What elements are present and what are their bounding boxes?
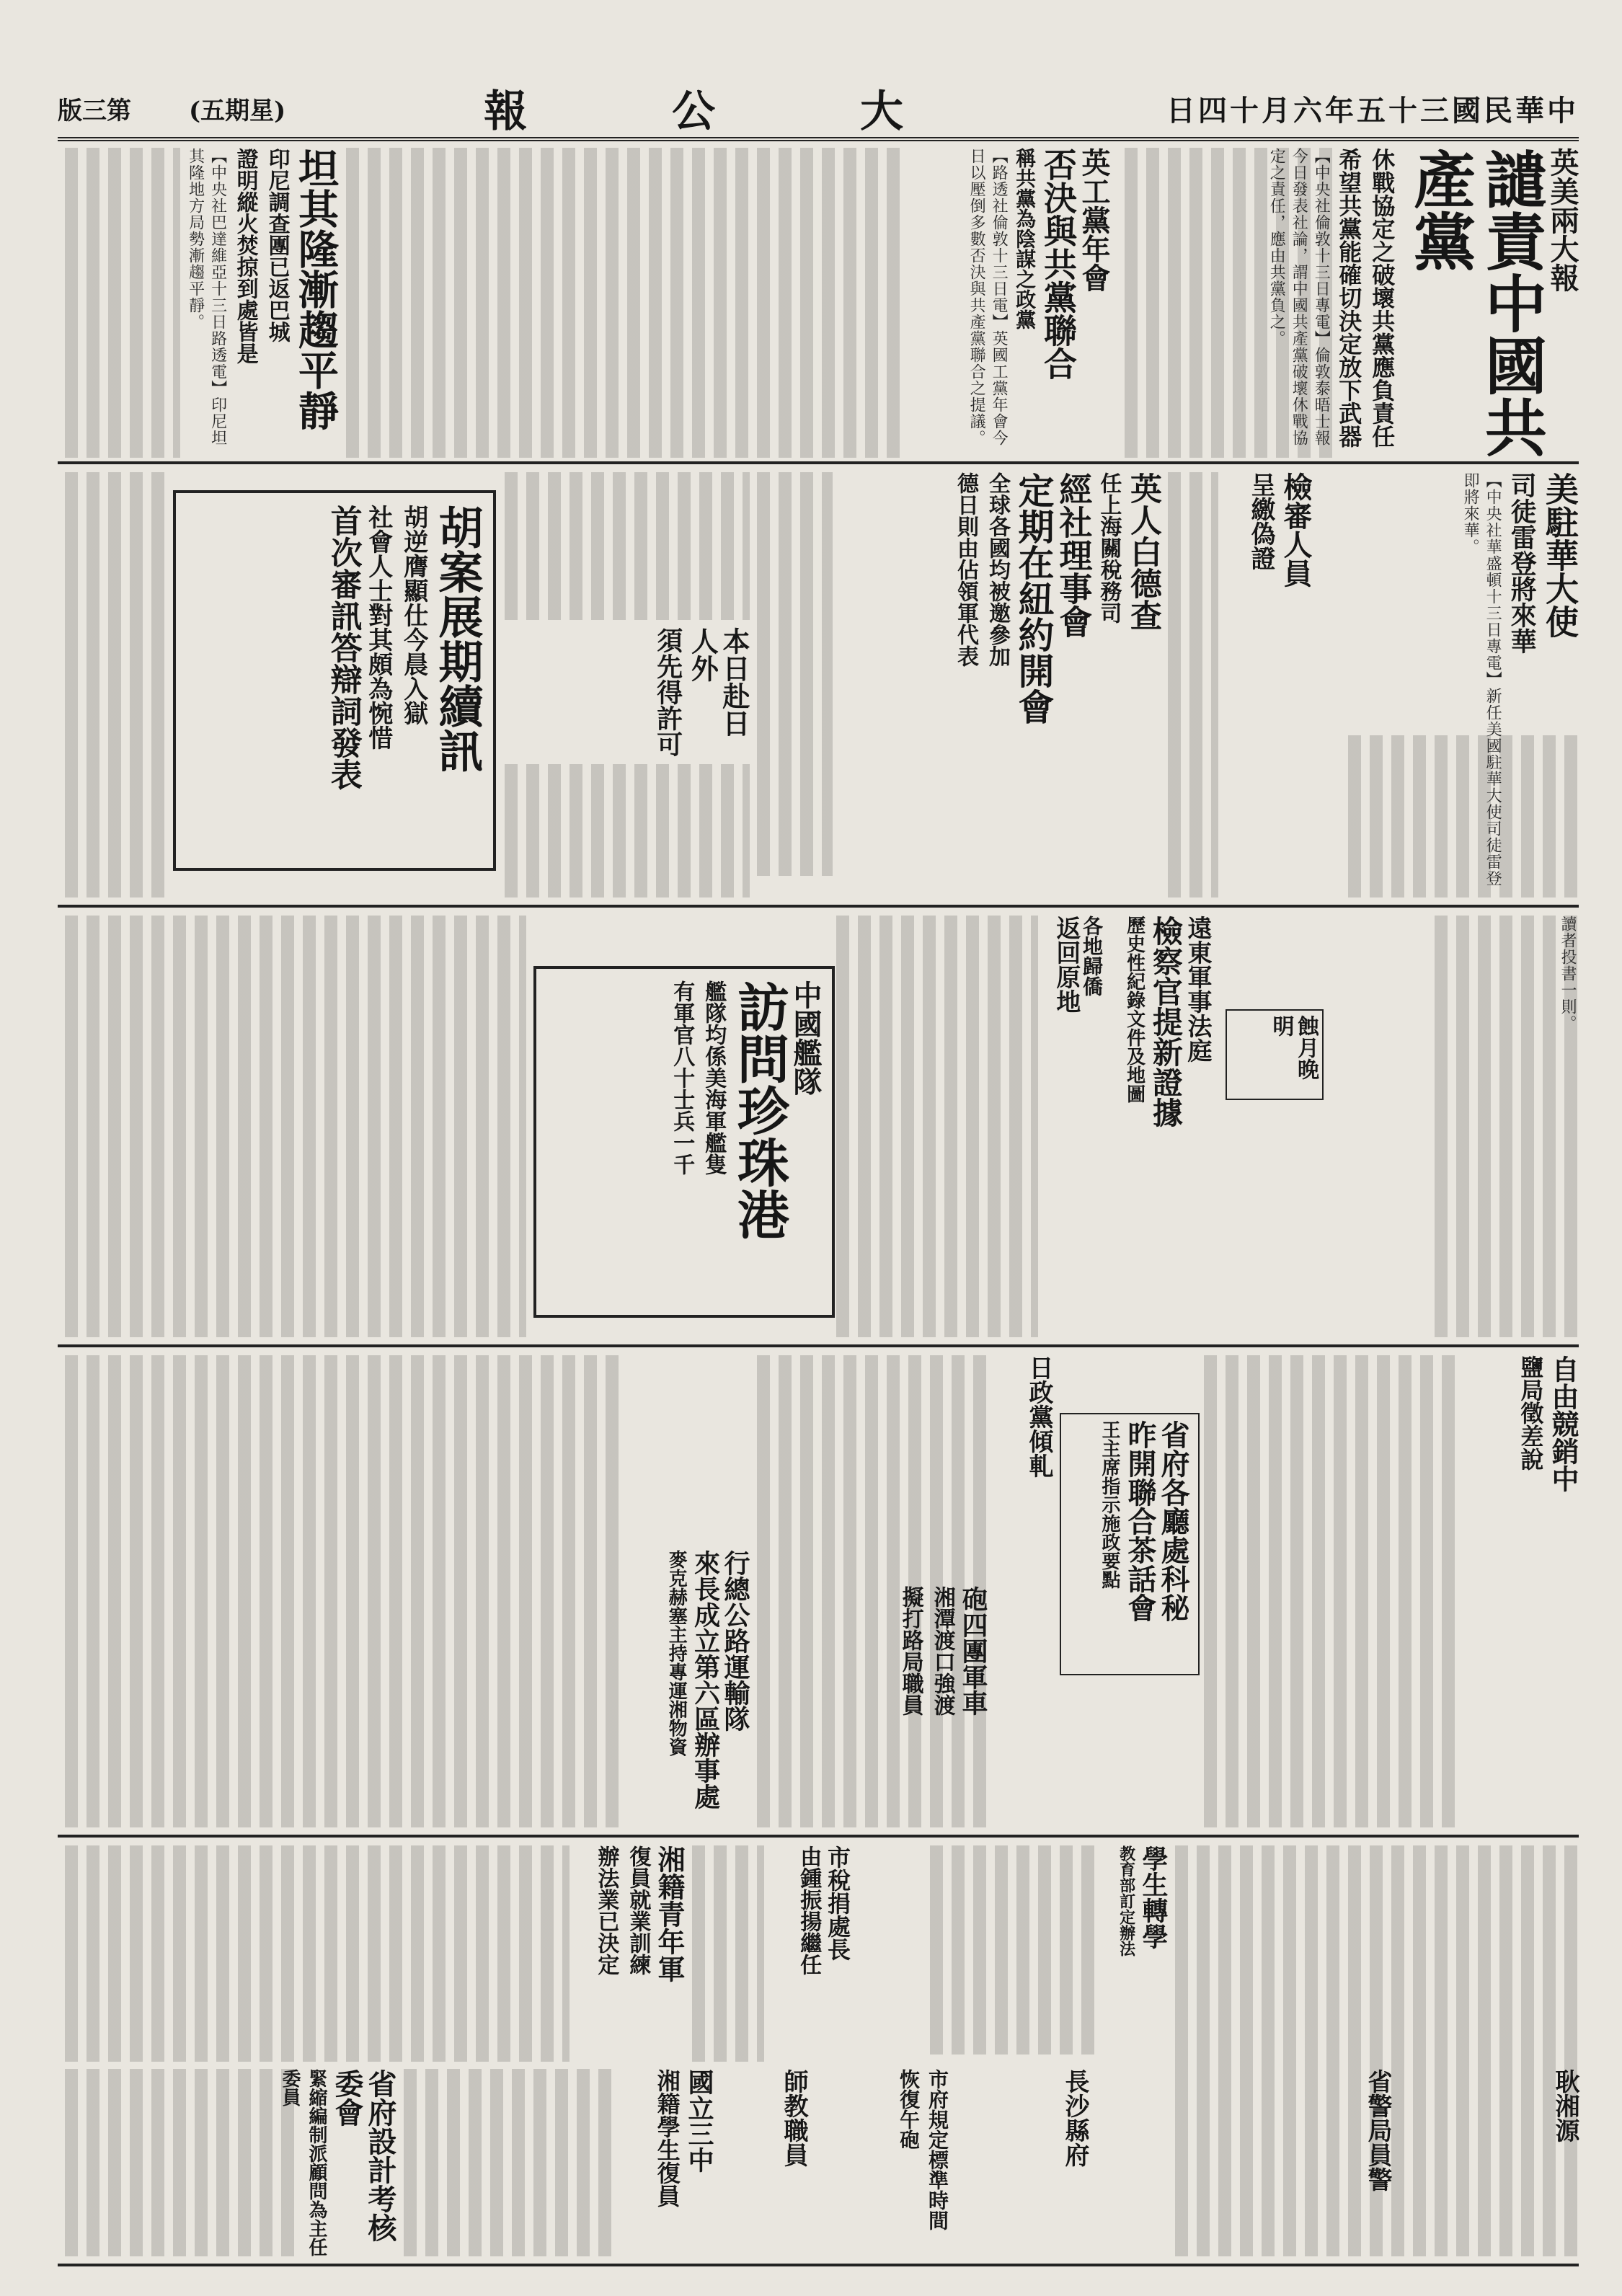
article-student-transfer — [1103, 1845, 1168, 2047]
article-subheadline: 湘潭渡口強渡 — [929, 1586, 955, 1716]
article-text-columns — [346, 148, 901, 458]
article-text-columns — [404, 2069, 613, 2256]
article-text-columns — [65, 1355, 627, 1827]
article-headline: 砲四團軍車 — [958, 1586, 988, 1716]
newspaper-title: 報 公 大 — [484, 87, 968, 137]
article-subheadline: 否決與共黨聯合 — [1039, 148, 1078, 380]
weather-title: 蝕月晚明 — [1268, 1015, 1319, 1080]
article-text-columns — [1204, 1355, 1463, 1827]
article-headline: 市稅捐處長 — [824, 1845, 851, 1961]
article-headline: 學生轉學 — [1138, 1845, 1169, 1949]
article-labour-party — [908, 148, 1110, 458]
article-headline: 英工黨年會 — [1077, 148, 1111, 292]
section-divider — [58, 1344, 1579, 1347]
article-japan-permit — [533, 627, 750, 757]
weather-box — [1226, 1009, 1324, 1100]
article-headline: 省警局員警 — [1363, 2069, 1392, 2191]
article-police — [1326, 2069, 1391, 2256]
article-subheadline: 印尼調查團已返巴城 — [264, 148, 290, 342]
article-geng — [1521, 2069, 1579, 2256]
article-headline: 本日赴日人外 — [686, 627, 750, 737]
article-kicker: 中國艦隊 — [789, 980, 823, 1096]
article-subheadline: 定期在紐約開會 — [1012, 472, 1055, 724]
article-artillery — [872, 1586, 988, 1824]
article-subheadline: 歷史性紀錄文件及地圖 — [1123, 916, 1145, 1103]
article-hu-case — [187, 505, 483, 858]
article-ecosoc — [836, 472, 1161, 876]
article-teachers — [750, 2069, 807, 2256]
article-noon-gun — [851, 2069, 952, 2256]
article-text-columns — [757, 472, 833, 876]
article-headline: 省府各廳處科秘 — [1156, 1420, 1190, 1622]
section-divider — [58, 905, 1579, 908]
article-design-committee — [279, 2069, 397, 2256]
article-text-columns — [65, 1845, 570, 2062]
article-body: 讀者投書一則。 — [1559, 916, 1577, 1032]
article-subheadline: 希望共黨能確切決定放下武器 — [1335, 148, 1363, 448]
article-subheadline: 復員就業訓練 — [625, 1845, 651, 1975]
article-subheadline: 稱共黨為陰謀之政黨 — [1013, 148, 1037, 329]
article-returnees — [1045, 916, 1103, 1337]
article-subheadline: 擬打路局職員 — [898, 1586, 923, 1716]
article-subheadline: 恢復午砲 — [897, 2069, 921, 2150]
article-subheadline: 德日則由佔領軍代表 — [953, 472, 979, 667]
article-text-columns — [505, 764, 750, 897]
article-text-columns — [65, 916, 526, 1337]
article-subheadline: 呈繳偽證 — [1246, 472, 1275, 570]
section-divider — [58, 2264, 1579, 2266]
article-headline: 美駐華大使 — [1541, 472, 1579, 638]
section-divider — [58, 461, 1579, 464]
article-subheadline: 須先得許可 — [652, 627, 683, 757]
article-pearl-harbor — [548, 980, 822, 1305]
article-subheadline: 鹽局徵差說 — [1517, 1355, 1545, 1471]
article-subheadline: 由鍾振揚繼任 — [796, 1845, 822, 1975]
article-headline: 國立三中 — [684, 2069, 714, 2173]
article-changsha-county — [1038, 2069, 1089, 2256]
article-body: 【路透社倫敦十三日電】英國工黨年會今日以壓倒多數否決與共產黨聯合之提議。 — [967, 148, 1009, 446]
article-headline: 長沙縣府 — [1060, 2069, 1089, 2167]
article-subheadline: 艦隊均係美海軍艦隻 — [701, 980, 727, 1175]
article-text-columns — [1435, 916, 1579, 1337]
article-subheadline: 教育部訂定辦法 — [1117, 1845, 1136, 1956]
article-text-columns — [65, 148, 180, 458]
article-salt-bureau — [1471, 1355, 1579, 1827]
article-headline: 耿湘源 — [1551, 2069, 1579, 2142]
article-headline: 英人白德查 — [1125, 472, 1161, 631]
article-tax-bureau — [771, 1845, 851, 2062]
article-headline: 湘籍青年軍 — [653, 1845, 686, 1982]
article-headline: 各地歸僑 — [1080, 916, 1104, 996]
article-subheadline: 首次審訊答辯詞發表 — [324, 505, 362, 790]
article-subheadline: 湘籍學生復員 — [653, 2069, 681, 2207]
article-subheadline: 返回原地 — [1051, 916, 1081, 1014]
article-text-columns — [930, 1845, 1096, 2055]
article-subheadline: 辦法業已決定 — [593, 1845, 619, 1975]
article-body: 【中央社倫敦十三日專電】倫敦泰晤士報今日發表社論，謂中國共產黨破壞休戰協定之責任，應由共黨負之。 — [1267, 148, 1331, 446]
article-subheadline: 司徒雷登將來華 — [1507, 472, 1538, 654]
issue-date: 日四十月六年五十三國民華中 — [1166, 93, 1579, 128]
article-headline: 行總公路運輸隊 — [720, 1550, 750, 1732]
article-headline: 自由競銷中 — [1547, 1355, 1579, 1492]
article-headline: 訪問珍珠港 — [729, 980, 790, 1240]
masthead — [58, 79, 1579, 141]
article-subheadline: 休戰協定之破壞共黨應負責任 — [1368, 148, 1396, 448]
article-provincial-meeting — [1067, 1420, 1189, 1665]
article-headline: 市府規定標準時間 — [926, 2069, 949, 2230]
article-subheadline: 王主席指示施政要點 — [1099, 1420, 1120, 1589]
article-headline: 坦其隆漸趨平靜 — [292, 148, 340, 430]
article-text-columns — [836, 916, 1038, 1337]
weekday: (五期星) — [189, 96, 286, 125]
article-indonesia — [187, 148, 339, 458]
article-subheadline: 麥克赫塞主持專運湘物資 — [665, 1550, 688, 1756]
article-kicker: 英美兩大報 — [1546, 148, 1579, 292]
article-subheadline: 社會人士對其頗為惋惜 — [363, 505, 393, 750]
article-text-columns — [1125, 148, 1341, 458]
article-text-columns — [692, 1845, 764, 2062]
article-subheadline: 昨開聯合茶話會 — [1123, 1420, 1157, 1622]
article-subheadline: 緊縮編制派顧問為主任委員 — [279, 2069, 327, 2256]
article-subheadline: 胡逆膺顯仕今晨入獄 — [399, 505, 428, 725]
article-headline: 經社理事會 — [1054, 472, 1094, 638]
article-youth-army — [577, 1845, 685, 2062]
article-subheadline: 任上海關稅務司 — [1096, 472, 1122, 624]
article-headline: 檢審人員 — [1279, 472, 1313, 588]
article-text-columns — [65, 472, 166, 897]
article-subheadline: 檢察官提新證據 — [1148, 916, 1184, 1127]
article-headline: 遠東軍事法庭 — [1183, 916, 1212, 1063]
page-number: 版三第 — [58, 96, 131, 125]
article-text-columns — [505, 472, 750, 620]
article-body: 【中央社巴達維亞十三日路透電】印尼坦其隆地方局勢漸趨平靜。 — [186, 148, 227, 446]
section-divider — [58, 1835, 1579, 1838]
article-tokyo-tribunal — [1103, 916, 1211, 1337]
article-text-columns — [1348, 735, 1579, 897]
article-headline: 日政黨傾軋 — [1024, 1355, 1053, 1478]
article-transport-corps — [634, 1550, 750, 1824]
article-third-school — [620, 2069, 714, 2256]
article-headline: 譴責中國共產黨 — [1403, 148, 1547, 458]
article-subheadline: 證明縱火焚掠到處皆是 — [232, 148, 258, 364]
article-subheadline: 來長成立第六區辦事處 — [690, 1550, 721, 1809]
article-headline: 師教職員 — [779, 2069, 808, 2167]
article-text-columns — [1168, 472, 1218, 897]
article-headline: 胡案展期續訊 — [431, 505, 484, 773]
article-inspectors — [1226, 472, 1312, 897]
article-text-columns — [65, 2069, 296, 2256]
article-subheadline: 全球各國均被邀參加 — [985, 472, 1011, 667]
article-subheadline: 有軍官八十士兵一千 — [669, 980, 695, 1175]
article-headline: 省府設計考核委會 — [330, 2069, 397, 2242]
article-body: 【中央社華盛頓十三日專電】新任美國駐華大使司徒雷登即將來華。 — [1461, 472, 1502, 887]
article-japan-parties — [995, 1355, 1052, 1535]
masthead-left — [58, 91, 285, 126]
